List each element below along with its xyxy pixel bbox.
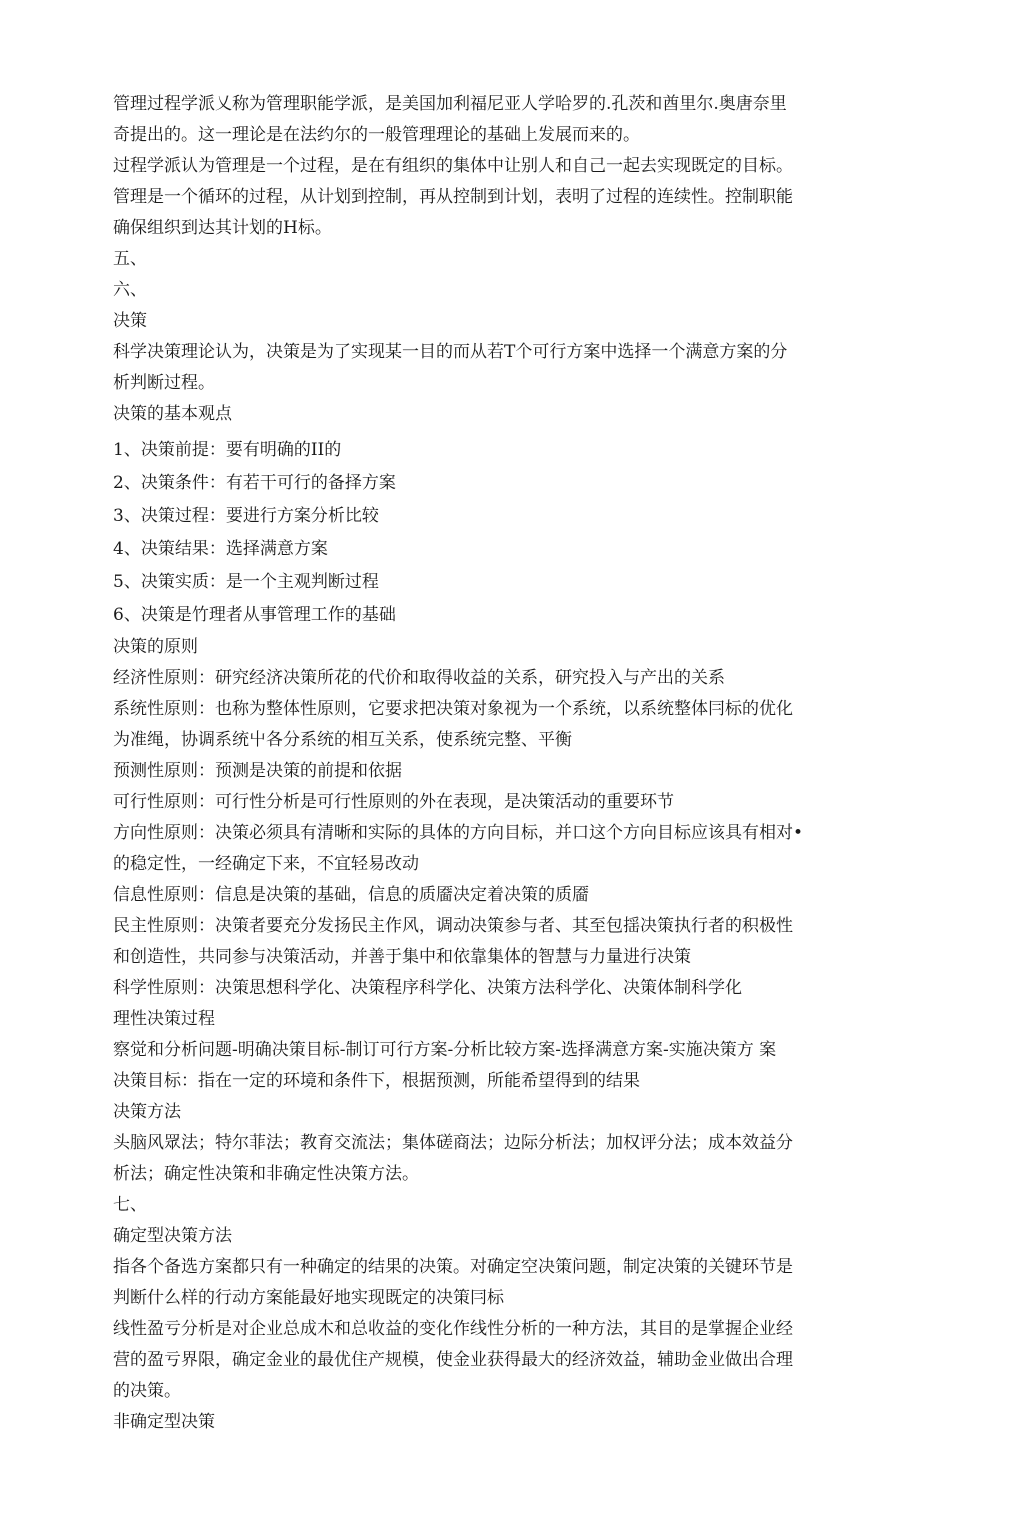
section-number: 七、 bbox=[113, 1195, 147, 1215]
document-body bbox=[113, 89, 888, 1438]
section-heading: 决策 bbox=[113, 311, 147, 331]
section-number: 六、 bbox=[113, 280, 147, 300]
text-line: 方向性原则：决策必须具有清晰和实际的具体的方向目标，并口这个方向目标应该具有相对• bbox=[113, 823, 804, 843]
list-item: 6、决策是竹理者从事管理工作的基础 bbox=[113, 605, 396, 625]
text-line: 析判断过程。 bbox=[113, 373, 215, 393]
text-line: 科学决策理论认为，决策是为了实现某一目的而从若T个可行方案中选择一个满意方案的分 bbox=[113, 342, 788, 362]
section-heading: 决策的基本观点 bbox=[113, 404, 232, 424]
text-line: 确保组织到达其计划的H标。 bbox=[113, 218, 332, 238]
section-heading: 非确定型决策 bbox=[113, 1412, 215, 1432]
text-line: 预测性原则：预测是决策的前提和依据 bbox=[113, 761, 402, 781]
section-heading: 理性决策过程 bbox=[113, 1009, 215, 1029]
text-line: 的决策。 bbox=[113, 1381, 181, 1401]
list-item: 1、决策前提：要有明确的II的 bbox=[113, 440, 342, 460]
section-number: 五、 bbox=[113, 249, 147, 269]
text-line: 管理是一个循环的过程，从计划到控制，再从控制到计划，表明了过程的连续性。控制职能 bbox=[113, 187, 793, 207]
text-line: 头脑风眾法；特尔菲法；教育交流法；集体磋商法；边际分析法；加权评分法；成本效益分 bbox=[113, 1133, 793, 1153]
section-heading: 确定型决策方法 bbox=[113, 1226, 232, 1246]
text-line: 系统性原则：也称为整体性原则，它要求把决策对象视为一个系统，以系统整体冃标的优化 bbox=[113, 699, 793, 719]
text-line: 奇提出的。这一理论是在法约尔的一般管理理论的基础上发展而来的。 bbox=[113, 125, 640, 145]
text-line: 过程学派认为管理是一个过程，是在有组织的集体中让别人和自己一起去实现既定的目标。 bbox=[113, 156, 793, 176]
section-heading: 决策的原则 bbox=[113, 637, 198, 657]
text-line: 指各个备选方案都只有一种确定的结果的决策。对确定空决策问题，制定决策的关键环节是 bbox=[113, 1257, 793, 1277]
text-line: 察觉和分析问题-明确决策目标-制订可行方案-分析比较方案-选择满意方案-实施决策方 案 bbox=[113, 1040, 777, 1060]
text-line: 科学性原则：决策思想科学化、决策程序科学化、决策方法科学化、决策体制科学化 bbox=[113, 978, 742, 998]
text-line: 经济性原则：研究经济决策所花的代价和取得收益的关系，研究投入与产出的关系 bbox=[113, 668, 725, 688]
text-line: 判断什么样的行动方案能最好地实现既定的决策冃标 bbox=[113, 1288, 504, 1308]
text-line: 决策目标：指在一定的环境和条件下，根据预测，所能希望得到的结果 bbox=[113, 1071, 640, 1091]
list-item: 4、决策结果：选择满意方案 bbox=[113, 539, 328, 559]
list-item: 2、决策条件：有若干可行的备择方案 bbox=[113, 473, 396, 493]
text-line: 析法；确定性决策和非确定性决策方法。 bbox=[113, 1164, 419, 1184]
text-line: 可行性原则：可行性分析是可行性原则的外在表现，是决策活动的重要环节 bbox=[113, 792, 674, 812]
text-line: 营的盈亏界限，确定金业的最优住产规模，使金业获得最大的经济效益，辅助金业做出合理 bbox=[113, 1350, 793, 1370]
text-line: 管理过程学派乂称为管理职能学派，是美国加利福尼亚人学哈罗的.孔茨和酋里尔.奥唐奈里 bbox=[113, 94, 787, 114]
text-line: 信息性原则：信息是决策的基础，信息的质靥决定着决策的质靥 bbox=[113, 885, 589, 905]
text-line: 为准绳，协调系统屮各分系统的相互关系，使系统完整、平衡 bbox=[113, 730, 572, 750]
list-item: 3、决策过程：要进行方案分析比较 bbox=[113, 506, 379, 526]
text-line: 民主性原则：决策者要充分发扬民主作风，调动决策参与者、其至包揺决策执行者的积极性 bbox=[113, 916, 793, 936]
section-heading: 决策方法 bbox=[113, 1102, 181, 1122]
text-line: 和创造性，共同参与决策活动，并善于集中和依靠集体的智慧与力量进行决策 bbox=[113, 947, 691, 967]
text-line: 线性盈亏分析是对企业总成木和总收益的变化作线性分析的一种方法，其目的是掌握企业经 bbox=[113, 1319, 793, 1339]
list-item: 5、决策实质：是一个主观判断过程 bbox=[113, 572, 379, 592]
text-line: 的稳定性，一经确定下来，不宜轻易改动 bbox=[113, 854, 419, 874]
